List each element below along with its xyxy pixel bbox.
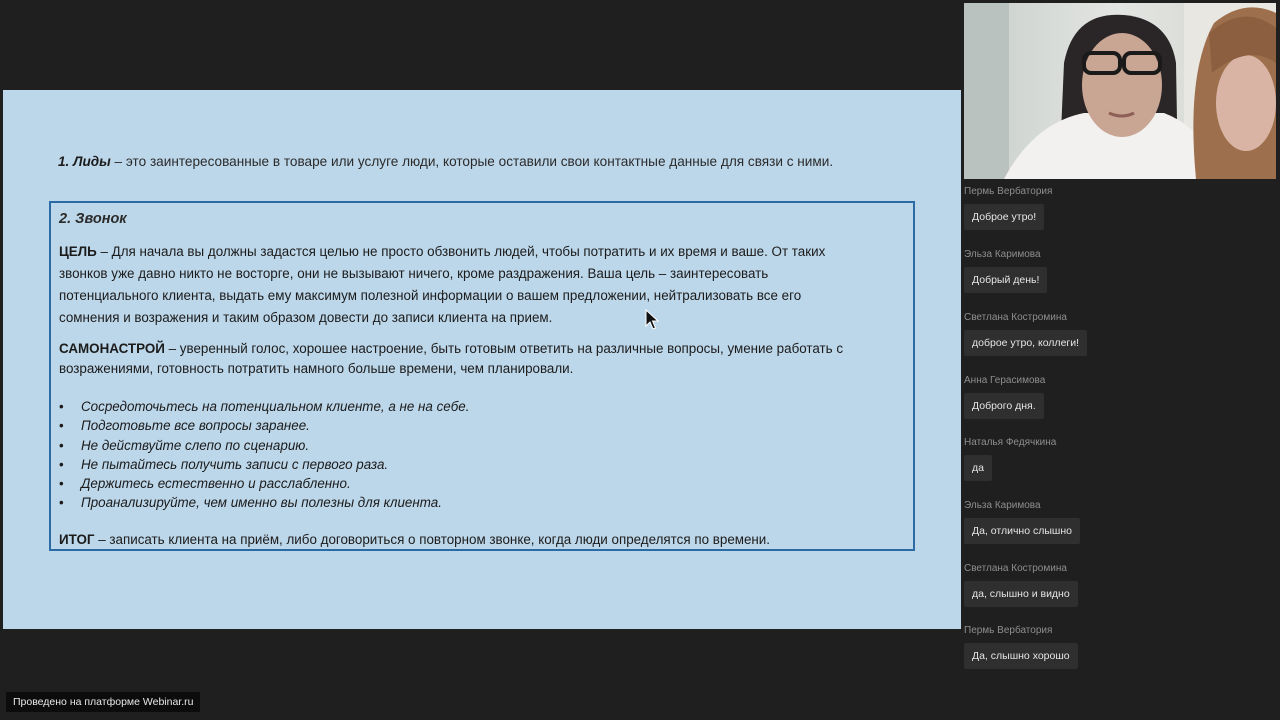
leads-definition: – это заинтересованные в товаре или услуге люди, которые оставили свои контактные данные для связи с ними. xyxy=(110,154,834,169)
call-section-box xyxy=(49,201,915,551)
bullet-glyph: • xyxy=(59,418,64,434)
list-item xyxy=(59,474,469,493)
self-tuning-text-2: возражениями, готовность потратить намного больше времени, чем планировали. xyxy=(59,360,574,376)
chat-message xyxy=(964,563,1070,600)
bullet-glyph: • xyxy=(59,399,64,414)
list-item xyxy=(59,436,469,455)
result-paragraph xyxy=(59,529,909,551)
chat-message-author: Светлана Костромина xyxy=(964,312,1067,323)
chat-message-author: Наталья Федячкина xyxy=(964,437,1057,448)
platform-badge[interactable]: Проведено на платформе Webinar.ru xyxy=(6,692,200,712)
chat-message-author: Анна Герасимова xyxy=(964,375,1046,386)
self-tuning-paragraph xyxy=(59,339,909,378)
chat-message-bubble: Доброе утро! xyxy=(964,204,1044,230)
chat-message-bubble: Да, отлично слышно xyxy=(964,518,1080,544)
chat-message-author: Эльза Каримова xyxy=(964,249,1041,260)
bullet-glyph: • xyxy=(59,476,64,492)
call-section-title: 2. Звонок xyxy=(59,211,127,227)
webcam-video[interactable] xyxy=(964,3,1276,179)
chat-message xyxy=(964,500,1072,537)
chat-message-author: Пермь Вербатория xyxy=(964,186,1053,197)
goal-text-3: потенциального клиента, выдать ему максимум полезной информации о вашем предложении, нейтрализовать все его xyxy=(59,288,802,303)
chat-message xyxy=(964,375,1046,412)
list-item-text: Проанализируйте, чем именно вы полезны для клиента. xyxy=(81,495,442,511)
chat-message-bubble: да xyxy=(964,455,992,481)
list-item xyxy=(59,397,469,416)
chat-message-author: Светлана Костромина xyxy=(964,563,1067,574)
chat-message xyxy=(964,312,1080,349)
chat-message-author: Пермь Вербатория xyxy=(964,625,1053,636)
bullet-glyph: • xyxy=(59,495,64,511)
goal-text-4: сомнения и возражения и таким образом довести до записи клиента на прием. xyxy=(59,310,553,325)
chat-message-bubble: Доброго дня. xyxy=(964,393,1044,419)
chat-message-bubble: да, слышно и видно xyxy=(964,581,1078,607)
self-tuning-text-1: – уверенный голос, хорошее настроение, быть готовым ответить на различные вопросы, умение работать с xyxy=(164,341,844,356)
goal-text-2: звонков уже давно никто не восторге, они не вызывают ничего, кроме раздражения. Ваша цель – заинтересовать xyxy=(59,266,769,281)
chat-message xyxy=(964,186,1053,223)
list-item-text: Не действуйте слепо по сценарию. xyxy=(81,437,310,453)
self-tuning-label: САМОНАСТРОЙ xyxy=(59,341,165,356)
chat-message-author: Эльза Каримова xyxy=(964,500,1041,511)
list-item-text: Держитесь естественно и расслабленно. xyxy=(81,476,351,492)
list-item-text: Не пытайтесь получить записи с первого раза. xyxy=(81,456,389,472)
chat-message-bubble: доброе утро, коллеги! xyxy=(964,330,1087,356)
goal-paragraph xyxy=(59,241,909,329)
chat-message xyxy=(964,625,1070,662)
chat-message xyxy=(964,437,1057,474)
chat-message xyxy=(964,249,1041,286)
result-label: ИТОГ xyxy=(59,532,95,547)
bullet-glyph: • xyxy=(59,456,64,472)
leads-term: 1. Лиды xyxy=(58,154,111,169)
slide-item-leads xyxy=(58,154,938,169)
list-item xyxy=(59,455,469,474)
list-item xyxy=(59,493,469,512)
tips-list xyxy=(59,397,469,513)
list-item-text: Сосредоточьтесь на потенциальном клиенте, а не на себе. xyxy=(81,399,470,414)
goal-text-1: – Для начала вы должны задастся целью не просто обзвонить людей, чтобы потратить и их время и ваше. От таких xyxy=(96,244,826,259)
webcam-video-frame xyxy=(964,3,1276,179)
list-item xyxy=(59,416,469,435)
mouse-cursor-icon xyxy=(645,309,659,331)
chat-message-bubble: Добрый день! xyxy=(964,267,1047,293)
presentation-slide xyxy=(3,90,961,629)
chat-message-bubble: Да, слышно хорошо xyxy=(964,643,1078,669)
result-text: – записать клиента на приём, либо договориться о повторном звонке, когда люди определятся по времени. xyxy=(94,532,771,547)
list-item-text: Подготовьте все вопросы заранее. xyxy=(81,418,310,434)
bullet-glyph: • xyxy=(59,437,64,453)
goal-label: ЦЕЛЬ xyxy=(59,244,97,259)
